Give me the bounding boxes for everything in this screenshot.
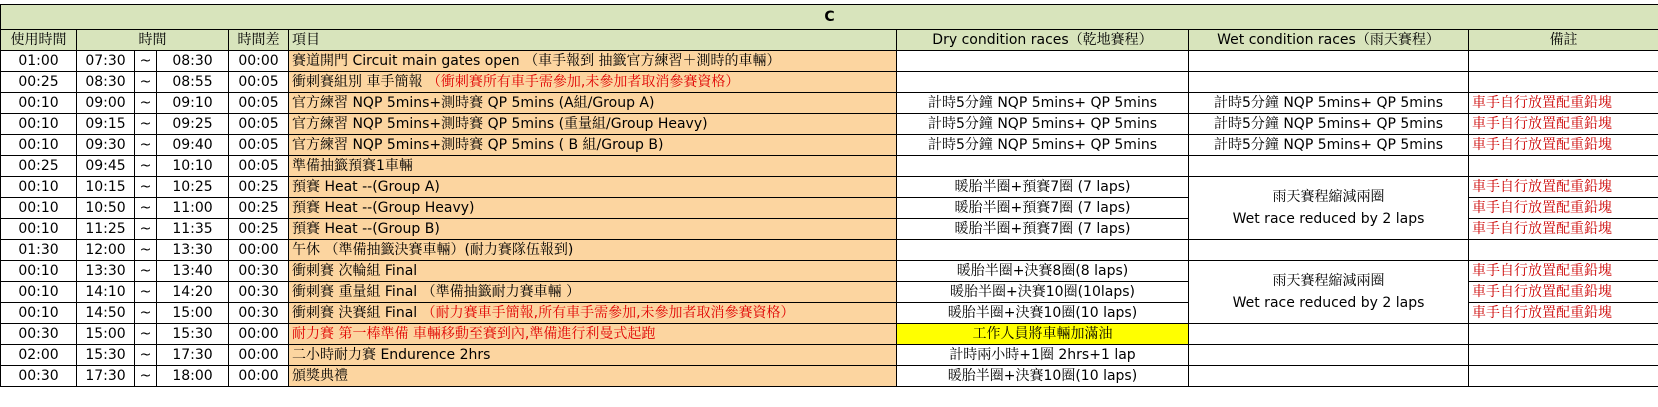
item-warning-text: （耐力賽車手簡報,所有車手需參加,未參加者取消參賽資格） [421,305,795,321]
start-time-cell: 12:00 [77,240,135,261]
gap-cell: 00:00 [229,324,289,345]
wet-merged-line2: Wet race reduced by 2 laps [1232,211,1425,227]
end-time-cell: 09:10 [157,93,229,114]
duration-cell: 00:10 [1,177,77,198]
duration-cell: 00:10 [1,303,77,324]
item-text: 午休 （準備抽籤決賽車輛）(耐力賽隊伍報到) [292,242,574,258]
note-cell: 車手自行放置配重鉛塊 [1469,219,1658,240]
wet-merged-line1: 雨天賽程縮減兩圈 [1272,189,1385,205]
start-time-cell: 09:15 [77,114,135,135]
tilde-cell: ~ [135,219,157,240]
item-cell [289,261,897,282]
item-cell [289,366,897,387]
tilde-cell: ~ [135,51,157,72]
table-row [1,366,1658,387]
item-cell [289,72,897,93]
item-cell [289,345,897,366]
tilde-cell: ~ [135,72,157,93]
duration-cell: 00:30 [1,366,77,387]
tilde-cell: ~ [135,114,157,135]
item-text: 二小時耐力賽 Endurence 2hrs [292,347,491,363]
gap-cell: 00:05 [229,135,289,156]
start-time-cell: 17:30 [77,366,135,387]
dry-cell: 計時兩小時+1圈 2hrs+1 lap [897,345,1189,366]
wet-cell [1189,156,1469,177]
duration-cell: 01:30 [1,240,77,261]
end-time-cell: 18:00 [157,366,229,387]
header-wet: Wet condition races（雨天賽程） [1189,30,1469,51]
gap-cell: 00:30 [229,303,289,324]
wet-cell: 計時5分鐘 NQP 5mins+ QP 5mins [1189,114,1469,135]
item-warning-text: （衝刺賽所有車手需參加,未參加者取消參賽資格） [426,74,740,90]
wet-cell [1189,366,1469,387]
wet-merged-line1: 雨天賽程縮減兩圈 [1272,273,1385,289]
dry-cell: 暖胎半圈+預賽7圈 (7 laps) [897,198,1189,219]
dry-cell: 暖胎半圈+決賽10圈(10laps) [897,282,1189,303]
start-time-cell: 08:30 [77,72,135,93]
duration-cell: 00:25 [1,156,77,177]
tilde-cell: ~ [135,261,157,282]
note-cell [1469,345,1658,366]
start-time-cell: 10:15 [77,177,135,198]
gap-cell: 00:05 [229,114,289,135]
table-row [1,156,1658,177]
item-cell [289,324,897,345]
table-row [1,135,1658,156]
note-cell [1469,324,1658,345]
item-cell [289,177,897,198]
item-text: 賽道開門 Circuit main gates open （車手報到 抽籤官方練習＋測時的車輛） [292,53,781,69]
note-cell [1469,366,1658,387]
header-gap: 時間差 [229,30,289,51]
end-time-cell: 15:30 [157,324,229,345]
schedule-sheet [0,4,1658,387]
duration-cell: 00:10 [1,93,77,114]
duration-cell: 00:30 [1,324,77,345]
dry-cell [897,72,1189,93]
table-row [1,177,1658,198]
item-text: 預賽 Heat --(Group B) [292,221,440,237]
schedule-table [0,4,1658,387]
dry-cell: 計時5分鐘 NQP 5mins+ QP 5mins [897,114,1189,135]
end-time-cell: 17:30 [157,345,229,366]
header-time: 時間 [77,30,229,51]
table-row [1,261,1658,282]
tilde-cell: ~ [135,303,157,324]
item-cell [289,156,897,177]
tilde-cell: ~ [135,282,157,303]
end-time-cell: 13:30 [157,240,229,261]
gap-cell: 00:00 [229,345,289,366]
item-text: 預賽 Heat --(Group Heavy) [292,200,475,216]
gap-cell: 00:05 [229,93,289,114]
end-time-cell: 08:30 [157,51,229,72]
dry-cell [897,240,1189,261]
dry-cell [897,51,1189,72]
start-time-cell: 10:50 [77,198,135,219]
table-row [1,240,1658,261]
start-time-cell: 13:30 [77,261,135,282]
duration-cell: 00:10 [1,135,77,156]
gap-cell: 00:25 [229,198,289,219]
item-text: 衝刺賽 次輪組 Final [292,263,418,279]
end-time-cell: 09:25 [157,114,229,135]
start-time-cell: 11:25 [77,219,135,240]
end-time-cell: 11:35 [157,219,229,240]
duration-cell: 01:00 [1,51,77,72]
end-time-cell: 09:40 [157,135,229,156]
note-cell: 車手自行放置配重鉛塊 [1469,261,1658,282]
note-cell: 車手自行放置配重鉛塊 [1469,282,1658,303]
note-cell [1469,72,1658,93]
dry-cell: 工作人員將車輛加滿油 [897,324,1189,345]
header-item: 項目 [289,30,897,51]
wet-merged-line2: Wet race reduced by 2 laps [1232,295,1425,311]
start-time-cell: 15:00 [77,324,135,345]
note-cell: 車手自行放置配重鉛塊 [1469,135,1658,156]
end-time-cell: 11:00 [157,198,229,219]
gap-cell: 00:00 [229,240,289,261]
wet-cell [1189,345,1469,366]
item-cell [289,135,897,156]
wet-cell [1189,72,1469,93]
dry-cell: 暖胎半圈+決賽10圈(10 laps) [897,303,1189,324]
item-cell [289,93,897,114]
tilde-cell: ~ [135,135,157,156]
tilde-cell: ~ [135,324,157,345]
gap-cell: 00:05 [229,72,289,93]
item-text: 官方練習 NQP 5mins+測時賽 QP 5mins ( B 組/Group B) [292,137,664,153]
item-text: 頒獎典禮 [292,368,348,384]
end-time-cell: 14:20 [157,282,229,303]
duration-cell: 00:10 [1,198,77,219]
gap-cell: 00:25 [229,219,289,240]
dry-cell: 暖胎半圈+決賽10圈(10 laps) [897,366,1189,387]
tilde-cell: ~ [135,198,157,219]
end-time-cell: 08:55 [157,72,229,93]
item-text: 官方練習 NQP 5mins+測時賽 QP 5mins (A組/Group A) [292,95,655,111]
item-cell [289,282,897,303]
item-cell [289,240,897,261]
item-cell [289,114,897,135]
end-time-cell: 13:40 [157,261,229,282]
end-time-cell: 10:10 [157,156,229,177]
start-time-cell: 07:30 [77,51,135,72]
header-duration: 使用時間 [1,30,77,51]
wet-merged-cell [1189,177,1469,240]
tilde-cell: ~ [135,177,157,198]
tilde-cell: ~ [135,345,157,366]
table-row [1,345,1658,366]
start-time-cell: 14:50 [77,303,135,324]
wet-cell: 計時5分鐘 NQP 5mins+ QP 5mins [1189,135,1469,156]
item-text: 衝刺賽 決賽組 Final [292,305,422,321]
item-cell [289,219,897,240]
item-text: 衝刺賽 重量組 Final （準備抽籤耐力賽車輛 ） [292,284,581,300]
duration-cell: 00:10 [1,261,77,282]
sheet-title: C [1,5,1658,30]
gap-cell: 00:30 [229,261,289,282]
item-cell [289,198,897,219]
note-cell: 車手自行放置配重鉛塊 [1469,198,1658,219]
start-time-cell: 15:30 [77,345,135,366]
dry-cell: 計時5分鐘 NQP 5mins+ QP 5mins [897,93,1189,114]
table-row [1,324,1658,345]
note-cell [1469,240,1658,261]
dry-cell: 暖胎半圈+決賽8圈(8 laps) [897,261,1189,282]
start-time-cell: 09:45 [77,156,135,177]
gap-cell: 00:25 [229,177,289,198]
gap-cell: 00:00 [229,366,289,387]
duration-cell: 00:10 [1,114,77,135]
dry-cell: 暖胎半圈+預賽7圈 (7 laps) [897,219,1189,240]
table-row [1,114,1658,135]
wet-cell [1189,324,1469,345]
wet-cell: 計時5分鐘 NQP 5mins+ QP 5mins [1189,93,1469,114]
duration-cell: 02:00 [1,345,77,366]
start-time-cell: 14:10 [77,282,135,303]
table-row [1,93,1658,114]
item-text: 準備抽籤預賽1車輛 [292,158,413,174]
note-cell: 車手自行放置配重鉛塊 [1469,303,1658,324]
table-row [1,72,1658,93]
wet-cell [1189,240,1469,261]
tilde-cell: ~ [135,366,157,387]
start-time-cell: 09:00 [77,93,135,114]
tilde-cell: ~ [135,93,157,114]
gap-cell: 00:30 [229,282,289,303]
table-row [1,51,1658,72]
dry-cell: 計時5分鐘 NQP 5mins+ QP 5mins [897,135,1189,156]
item-text: 預賽 Heat --(Group A) [292,179,440,195]
note-cell: 車手自行放置配重鉛塊 [1469,93,1658,114]
start-time-cell: 09:30 [77,135,135,156]
duration-cell: 00:25 [1,72,77,93]
gap-cell: 00:05 [229,156,289,177]
note-cell [1469,51,1658,72]
wet-cell [1189,51,1469,72]
dry-cell: 暖胎半圈+預賽7圈 (7 laps) [897,177,1189,198]
header-note: 備註 [1469,30,1658,51]
end-time-cell: 15:00 [157,303,229,324]
note-cell [1469,156,1658,177]
dry-cell [897,156,1189,177]
tilde-cell: ~ [135,240,157,261]
item-text: 衝刺賽組別 車手簡報 [292,74,427,90]
item-text: 官方練習 NQP 5mins+測時賽 QP 5mins (重量組/Group Heavy) [292,116,708,132]
wet-merged-cell [1189,261,1469,324]
item-cell [289,51,897,72]
note-cell: 車手自行放置配重鉛塊 [1469,114,1658,135]
header-dry: Dry condition races（乾地賽程） [897,30,1189,51]
gap-cell: 00:00 [229,51,289,72]
end-time-cell: 10:25 [157,177,229,198]
duration-cell: 00:10 [1,282,77,303]
tilde-cell: ~ [135,156,157,177]
item-warning-text: 耐力賽 第一棒準備 車輛移動至賽到內,準備進行利曼式起跑 [292,326,656,342]
duration-cell: 00:10 [1,219,77,240]
item-cell [289,303,897,324]
note-cell: 車手自行放置配重鉛塊 [1469,177,1658,198]
